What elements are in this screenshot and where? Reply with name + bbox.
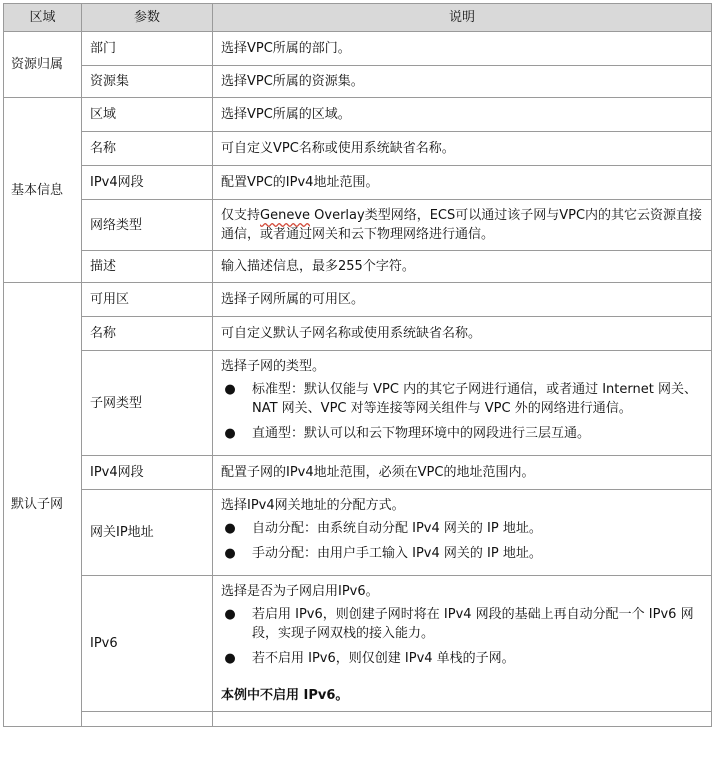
bullet-list <box>221 380 703 443</box>
list-item-text: 手动分配：由用户手工输入 IPv4 网关的 IP 地址。 <box>252 546 542 561</box>
desc-cell <box>213 712 712 727</box>
desc-cell: 可自定义默认子网名称或使用系统缺省名称。 <box>213 317 712 351</box>
list-item <box>221 519 703 538</box>
desc-cell: 选择VPC所属的资源集。 <box>213 66 712 98</box>
param-cell: 资源集 <box>82 66 213 98</box>
list-item-text: 直通型：默认可以和云下物理环境中的网段进行三层互通。 <box>252 426 591 441</box>
list-item <box>221 605 703 643</box>
desc-cell: 选择VPC所属的部门。 <box>213 32 712 66</box>
table-row <box>4 351 712 456</box>
param-cell: IPv4网段 <box>82 166 213 200</box>
bullet-icon: ● <box>224 546 236 561</box>
list-item <box>221 649 703 668</box>
table-row <box>4 317 712 351</box>
table-row <box>4 456 712 490</box>
param-cell: 名称 <box>82 132 213 166</box>
table-row <box>4 66 712 98</box>
param-cell: 区域 <box>82 98 213 132</box>
desc-cell: 可自定义VPC名称或使用系统缺省名称。 <box>213 132 712 166</box>
desc-cell <box>213 490 712 576</box>
header-desc: 说明 <box>213 4 712 32</box>
desc-cell <box>213 576 712 712</box>
list-item <box>221 424 703 443</box>
desc-intro: 选择子网的类型。 <box>221 359 326 374</box>
bullet-icon: ● <box>224 521 236 536</box>
desc-intro: 选择是否为子网启用IPv6。 <box>221 584 379 599</box>
table-row <box>4 712 712 727</box>
area-basic: 基本信息 <box>4 98 82 283</box>
area-subnet: 默认子网 <box>4 283 82 727</box>
table-row <box>4 166 712 200</box>
list-item-text: 自动分配：由系统自动分配 IPv4 网关的 IP 地址。 <box>252 521 542 536</box>
list-item-text: 若启用 IPv6，则创建子网时将在 IPv4 网段的基础上再自动分配一个 IPv6 网段，实现子网双栈的接入能力。 <box>252 607 694 641</box>
table-header-row <box>4 4 712 32</box>
table-row <box>4 200 712 251</box>
table-row <box>4 490 712 576</box>
desc-text-pre: 仅支持 <box>221 208 261 223</box>
param-cell: 名称 <box>82 317 213 351</box>
param-cell: 网关IP地址 <box>82 490 213 576</box>
table-row <box>4 251 712 283</box>
desc-cell: 配置VPC的IPv4地址范围。 <box>213 166 712 200</box>
desc-cell: 选择VPC所属的区域。 <box>213 98 712 132</box>
param-cell: IPv6 <box>82 576 213 712</box>
desc-cell <box>213 351 712 456</box>
table-row <box>4 132 712 166</box>
bullet-icon: ● <box>224 607 236 622</box>
header-param: 参数 <box>82 4 213 32</box>
spellcheck-word: Geneve <box>260 208 311 223</box>
desc-cell: 输入描述信息，最多255个字符。 <box>213 251 712 283</box>
param-cell: 描述 <box>82 251 213 283</box>
desc-cell: 选择子网所属的可用区。 <box>213 283 712 317</box>
table-row <box>4 576 712 712</box>
bullet-list <box>221 519 703 563</box>
desc-text-post: Overlay类型网络，ECS可以通过该子网与VPC内的其它云资源直接通信，或者通过网关和云下物理网络进行通信。 <box>221 208 703 242</box>
table-row <box>4 32 712 66</box>
list-item <box>221 380 703 418</box>
param-cell: 子网类型 <box>82 351 213 456</box>
list-item-text: 标准型：默认仅能与 VPC 内的其它子网进行通信，或者通过 Internet 网关、NAT 网关、VPC 对等连接等网关组件与 VPC 外的网络进行通信。 <box>252 382 697 416</box>
param-cell: IPv4网段 <box>82 456 213 490</box>
header-area: 区域 <box>4 4 82 32</box>
table-row <box>4 98 712 132</box>
param-cell <box>82 712 213 727</box>
desc-intro: 选择IPv4网关地址的分配方式。 <box>221 498 405 513</box>
bullet-list <box>221 605 703 668</box>
ipv6-note: 本例中不启用 IPv6。 <box>221 688 349 703</box>
desc-cell <box>213 200 712 251</box>
param-cell: 可用区 <box>82 283 213 317</box>
bullet-icon: ● <box>224 426 236 441</box>
param-cell: 网络类型 <box>82 200 213 251</box>
table-row <box>4 283 712 317</box>
param-cell: 部门 <box>82 32 213 66</box>
list-item <box>221 544 703 563</box>
list-item-text: 若不启用 IPv6，则仅创建 IPv4 单栈的子网。 <box>252 651 515 666</box>
bullet-icon: ● <box>224 651 236 666</box>
area-resource: 资源归属 <box>4 32 82 98</box>
desc-cell: 配置子网的IPv4地址范围，必须在VPC的地址范围内。 <box>213 456 712 490</box>
bullet-icon: ● <box>224 382 236 397</box>
vpc-parameter-table <box>3 3 712 727</box>
